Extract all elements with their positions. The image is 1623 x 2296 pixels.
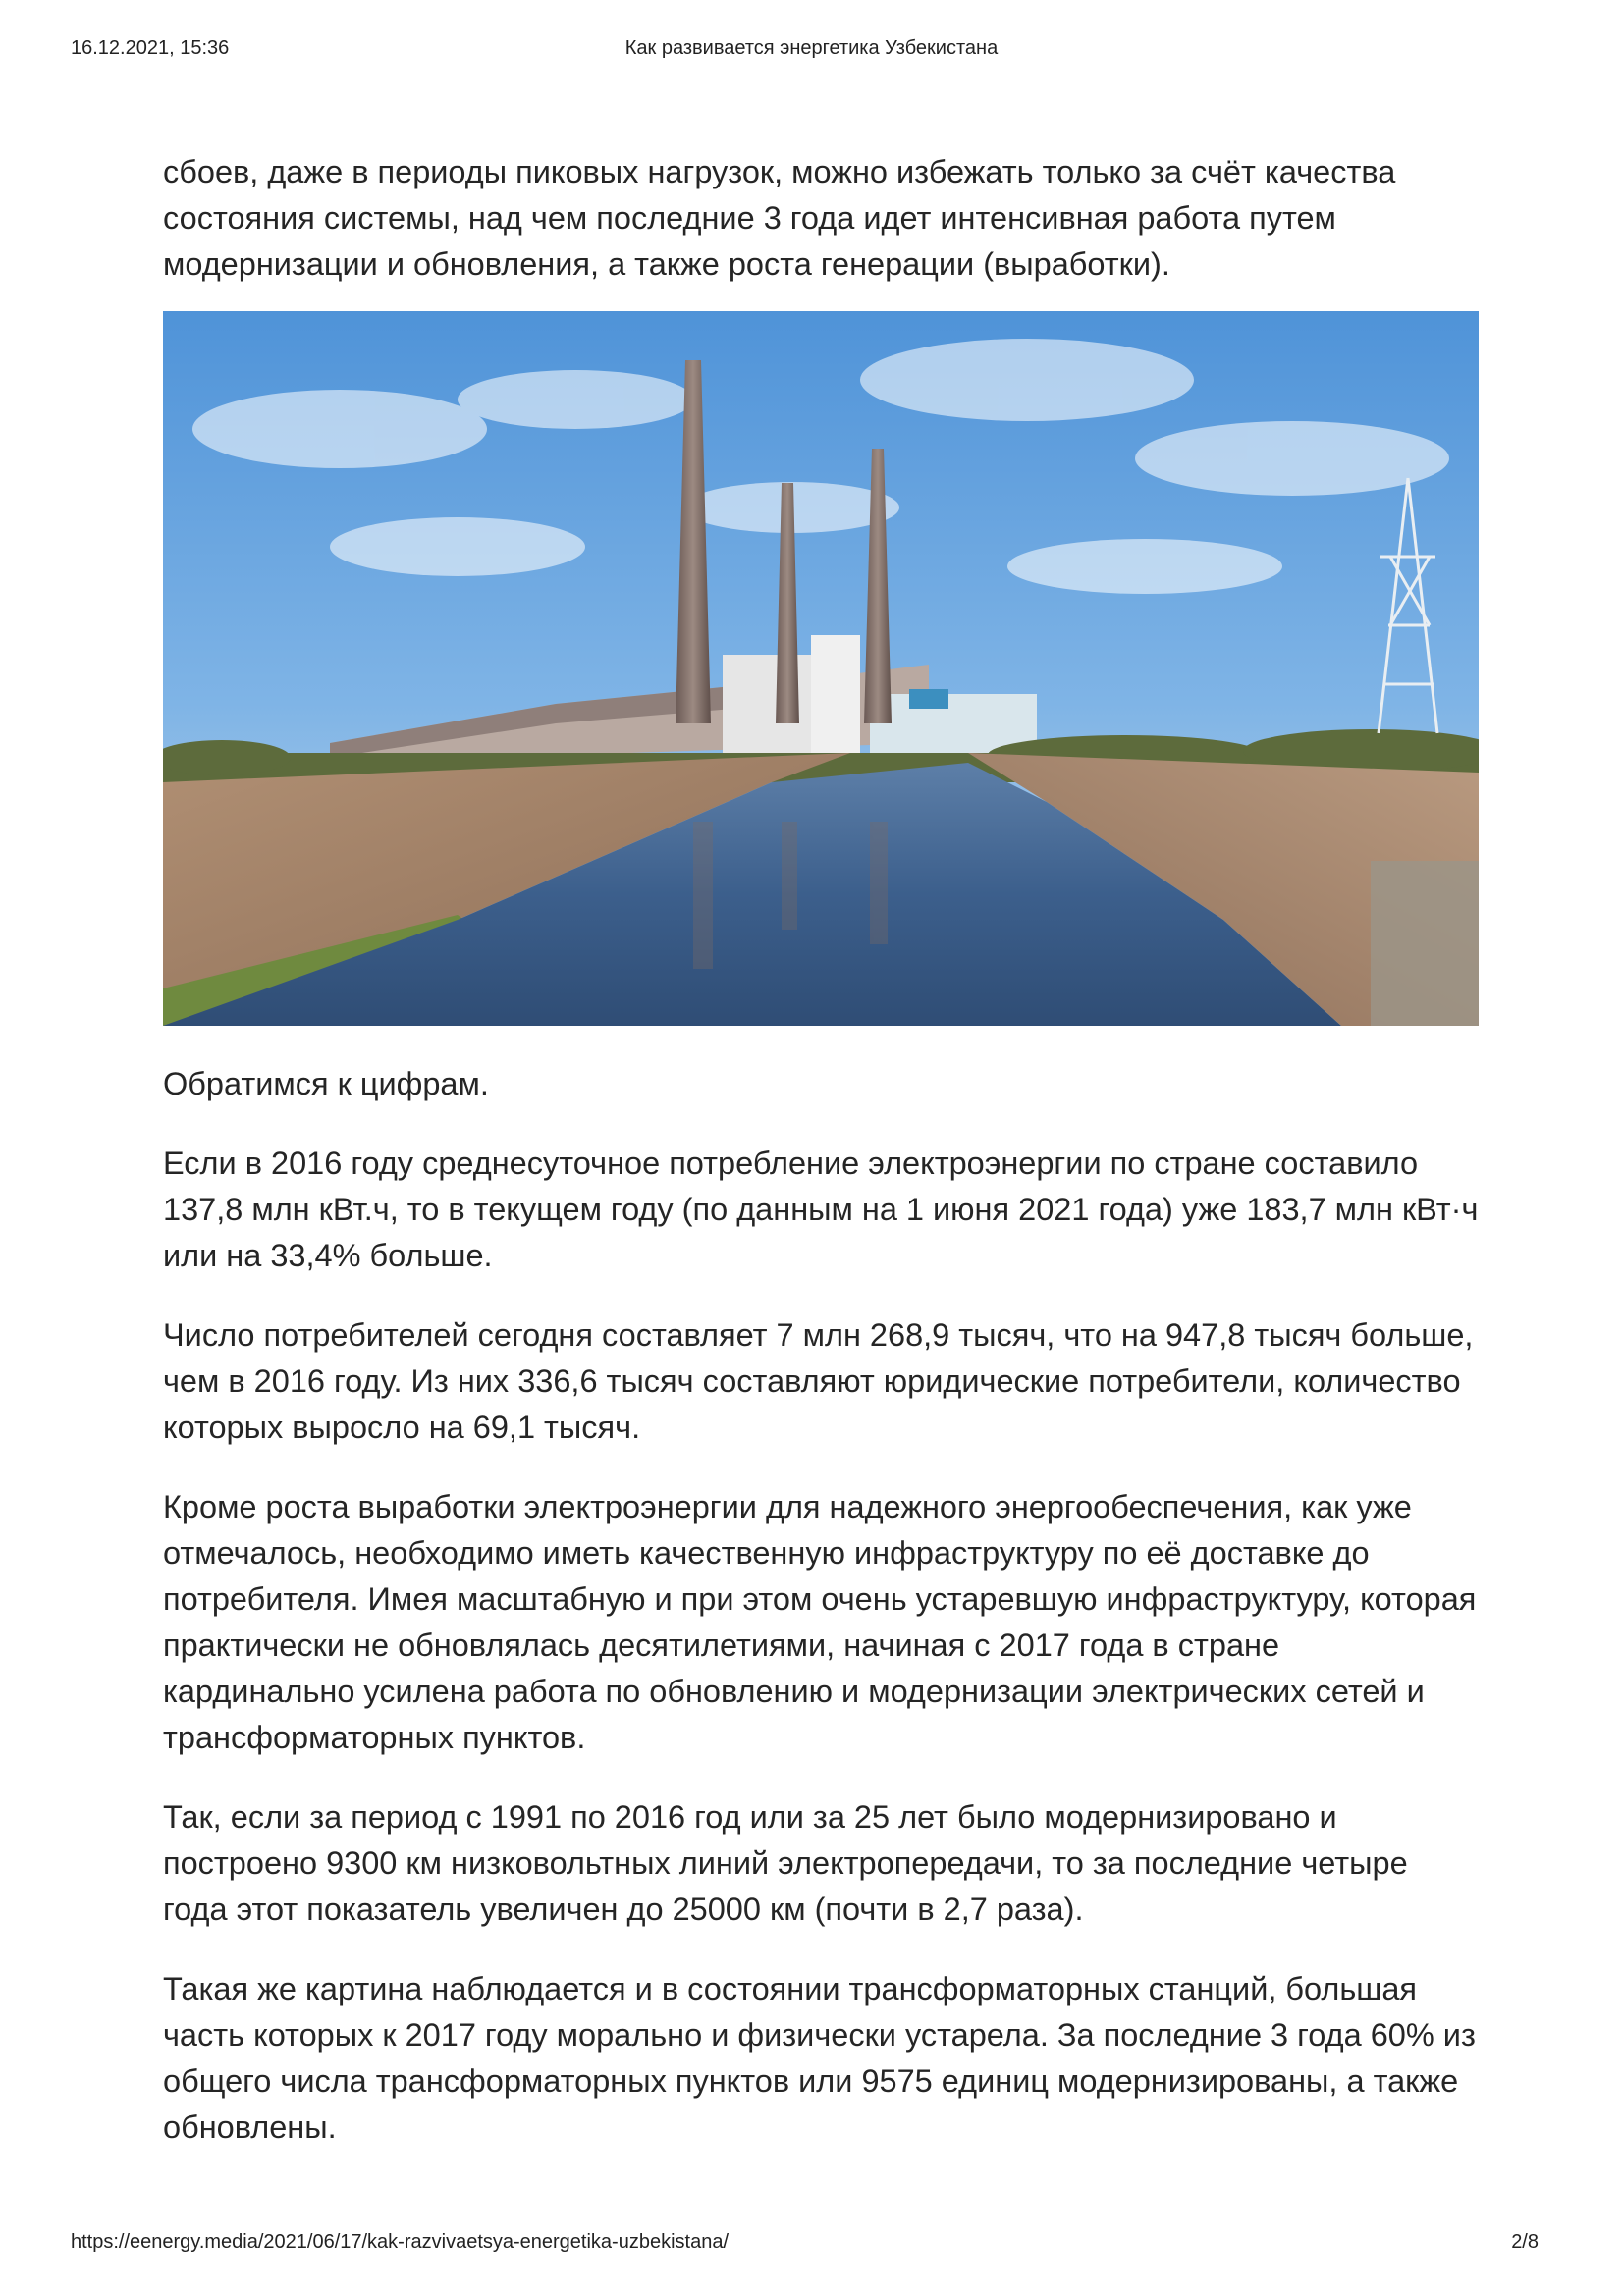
article-paragraph: сбоев, даже в периоды пиковых нагрузок, можно избежать только за счёт качества состояния системы, над чем последние 3 года идет интенсивная работа путем модернизации и обновления, а также роста генерации (выработки).: [163, 154, 1396, 282]
print-page-title: Как развивается энергетика Узбекистана: [624, 37, 999, 59]
article-paragraph: Обратимся к цифрам.: [163, 1066, 489, 1101]
article-body: [163, 149, 1479, 2184]
article-paragraph: Число потребителей сегодня составляет 7 млн 268,9 тысяч, что на 947,8 тысяч больше, чем в 2016 году. Из них 336,6 тысяч составляют юридические потребители, количество которых выросло на 69,1 тысяч.: [163, 1317, 1474, 1445]
article-paragraph: Кроме роста выработки электроэнергии для надежного энергообеспечения, как уже отмечалось, необходимо иметь качественную инфраструктуру по её доставке до потребителя. Имея масштабную и при этом очень устаревшую инфраструктуру, которая практически не обновлялась десятилетиями, начиная с 2017 года в стране кардинально усилена работа по обновлению и модернизации электрических сетей и трансформаторных пунктов.: [163, 1489, 1477, 1755]
print-footer: [71, 2231, 1552, 2261]
concrete-wall: [1371, 861, 1479, 1026]
article-paragraph: Так, если за период с 1991 по 2016 год или за 25 лет было модернизировано и построено 9300 км низковольтных линий электропередачи, то за последние четыре года этот показатель увеличен до 25000 км (почти в 2,7 раза).: [163, 1799, 1408, 1927]
article-paragraph: Если в 2016 году среднесуточное потребление электроэнергии по стране составило 137,8 млн кВт.ч, то в текущем году (по данным на 1 июня 2021 года) уже 183,7 млн кВт·ч или на 33,4% больше.: [163, 1146, 1479, 1273]
print-header: [71, 37, 1552, 67]
print-datetime: 16.12.2021, 15:36: [71, 37, 230, 59]
page-number: 2/8: [1511, 2231, 1539, 2253]
page-url: https://eenergy.media/2021/06/17/kak-razvivaetsya-energetika-uzbekistana/: [71, 2231, 730, 2253]
article-paragraph: Такая же картина наблюдается и в состоянии трансформаторных станций, большая часть которых к 2017 году морально и физически устарела. За последние 3 года 60% из общего числа трансформаторных пунктов или 9575 единиц модернизированы, а также обновлены.: [163, 1971, 1476, 2145]
power-plant-photo: [163, 311, 1479, 1026]
